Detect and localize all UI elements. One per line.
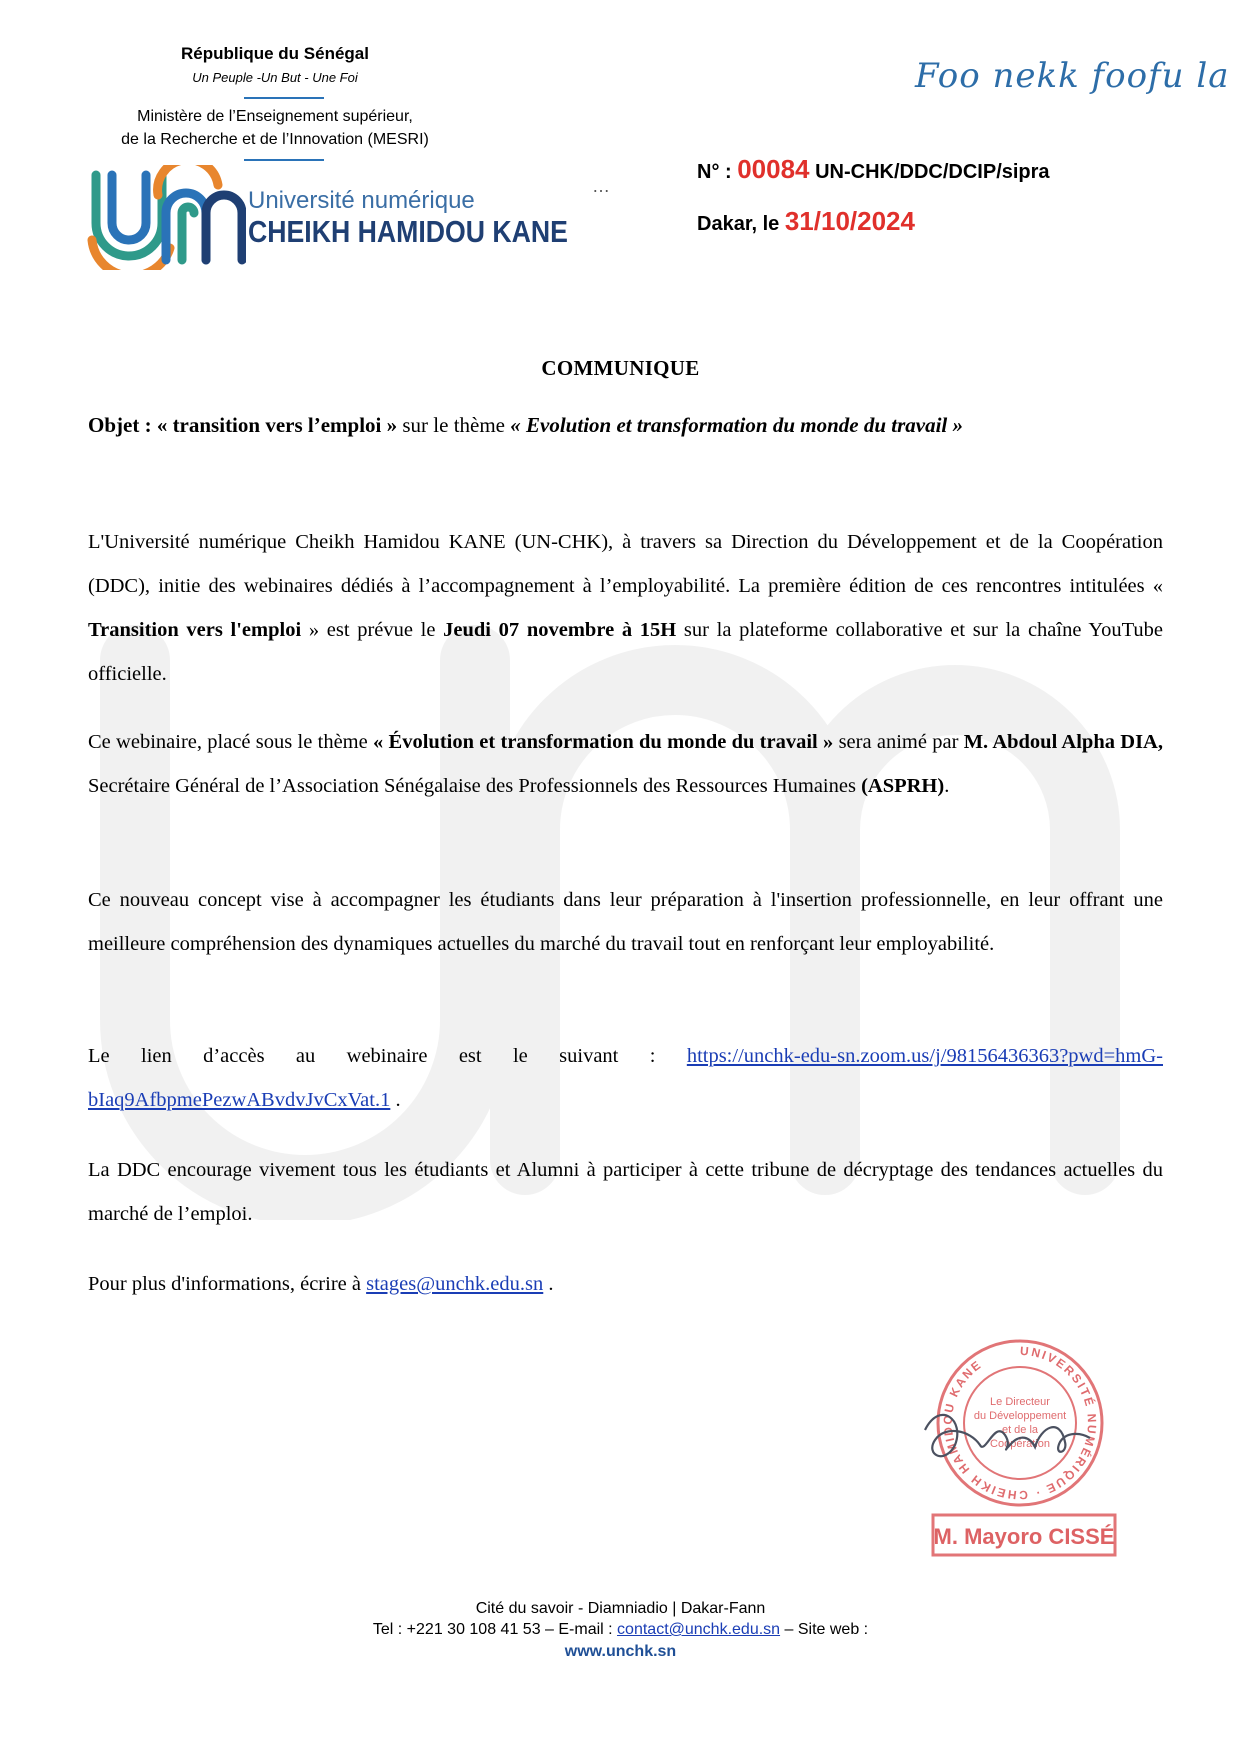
subject-label: Objet : « transition vers l’emploi »: [88, 413, 398, 437]
paragraph-text: .: [543, 1273, 554, 1295]
paragraph-contact: [88, 1262, 1163, 1306]
paragraph-encouragement: La DDC encourage vivement tous les étudiants et Alumni à participer à cette tribune de décryptage des tendances actuelles du marché de l’emploi.: [88, 1159, 1163, 1225]
document-date: [697, 206, 915, 237]
document-title: COMMUNIQUE: [541, 356, 700, 380]
university-name: Université numérique: [248, 187, 475, 214]
webinar-datetime: Jeudi 07 novembre à 15H: [443, 619, 677, 641]
webinar-name: Transition vers l'emploi: [88, 619, 302, 641]
university-slogan: Foo nekk foofu la: [915, 56, 1230, 96]
stamp-line-3: et de la: [1001, 1424, 1039, 1436]
paragraph-intro: [88, 520, 1163, 696]
reference-prefix: N° :: [697, 161, 738, 183]
paragraph-link: [88, 1034, 1163, 1122]
footer-phone: Tel : +221 30 108 41 53 – E-mail :: [372, 1621, 618, 1638]
national-motto: Un Peuple -Un But - Une Foi: [192, 70, 358, 85]
paragraph-text: Ce webinaire, placé sous le thème: [88, 731, 374, 753]
paragraph-text: .: [944, 775, 950, 797]
header-divider: [244, 97, 324, 99]
university-name-bold: CHEIKH HAMIDOU KANE: [248, 214, 568, 249]
paragraph-text: Secrétaire Général de l’Association Sénégalaise des Professionnels des Ressources Humaines: [88, 775, 862, 797]
university-logo-icon: [86, 165, 246, 270]
ministry-line-2: de la Recherche et de l’Innovation (MESRI): [121, 131, 429, 148]
republic-name: République du Sénégal: [181, 44, 369, 63]
ministry-line-1: Ministère de l’Enseignement supérieur,: [137, 108, 413, 125]
stages-email-link[interactable]: stages@unchk.edu.sn: [366, 1273, 544, 1295]
stamp-line-4: Coopération: [990, 1438, 1050, 1450]
paragraph-speaker: [88, 720, 1163, 808]
subject-middle: sur le thème: [397, 413, 511, 437]
webinar-link[interactable]: https://unchk-edu-sn.zoom.us/j/98156436363?pwd=hmG-bIaq9AfbpmePezwABvdvJvCxVat.1: [88, 1045, 1163, 1111]
document-subject: [88, 413, 1168, 438]
footer-contact: [0, 1621, 1241, 1639]
date-prefix: Dakar, le: [697, 213, 785, 235]
paragraph-text: sera animé par: [833, 731, 964, 753]
webinar-theme: « Évolution et transformation du monde du travail »: [373, 731, 834, 753]
footer-address: Cité du savoir - Diamniadio | Dakar-Fann: [475, 1600, 766, 1617]
stamp-line-1: Le Directeur: [990, 1396, 1050, 1408]
speaker-name: M. Abdoul Alpha DIA,: [963, 731, 1163, 753]
date-value: 31/10/2024: [784, 206, 915, 236]
paragraph-text: » est prévue le: [301, 619, 444, 641]
header-divider: [244, 159, 324, 161]
footer-site-label: – Site web :: [780, 1621, 869, 1638]
paragraph-concept: Ce nouveau concept vise à accompagner les étudiants dans leur préparation à l'insertion professionnelle, en leur offrant une meilleure compréhension des dynamiques actuelles du marché du travail tout en renforçant leur employabilité.: [88, 889, 1163, 955]
paragraph-text: L'Université numérique Cheikh Hamidou KANE (UN-CHK), à travers sa Direction du Développement et de la Coopération (DDC), initie des webinaires dédiés à l’accompagnement à l’employabilité. La première édition de ces rencontres intitulées «: [88, 531, 1163, 597]
header-ellipsis: …: [592, 176, 610, 196]
footer-website-link[interactable]: www.unchk.sn: [564, 1643, 677, 1660]
reference-number-value: 00084: [737, 154, 810, 184]
stamp-ring-text: UNIVERSITÉ NUMÉRIQUE · CHEIKH HAMIDOU KANE: [940, 1343, 1100, 1503]
reference-suffix: UN-CHK/DDC/DCIP/sipra: [809, 161, 1050, 183]
paragraph-text: sur la plateforme collaborative et sur la chaîne YouTube officielle.: [88, 619, 1164, 685]
stamp-signatory-name: M. Mayoro CISSÉ: [933, 1524, 1115, 1549]
paragraph-text: Pour plus d'informations, écrire à: [88, 1273, 367, 1295]
official-stamp: [915, 1330, 1125, 1560]
paragraph-text: .: [390, 1089, 401, 1111]
stamp-line-2: du Développement: [973, 1410, 1067, 1422]
paragraph-text: Le lien d’accès au webinaire est le suivant :: [88, 1045, 687, 1067]
association-acronym: (ASPRH): [861, 775, 945, 797]
footer-email-link[interactable]: contact@unchk.edu.sn: [617, 1621, 781, 1638]
subject-theme: « Evolution et transformation du monde du travail »: [510, 413, 964, 437]
reference-number: [697, 154, 1050, 185]
